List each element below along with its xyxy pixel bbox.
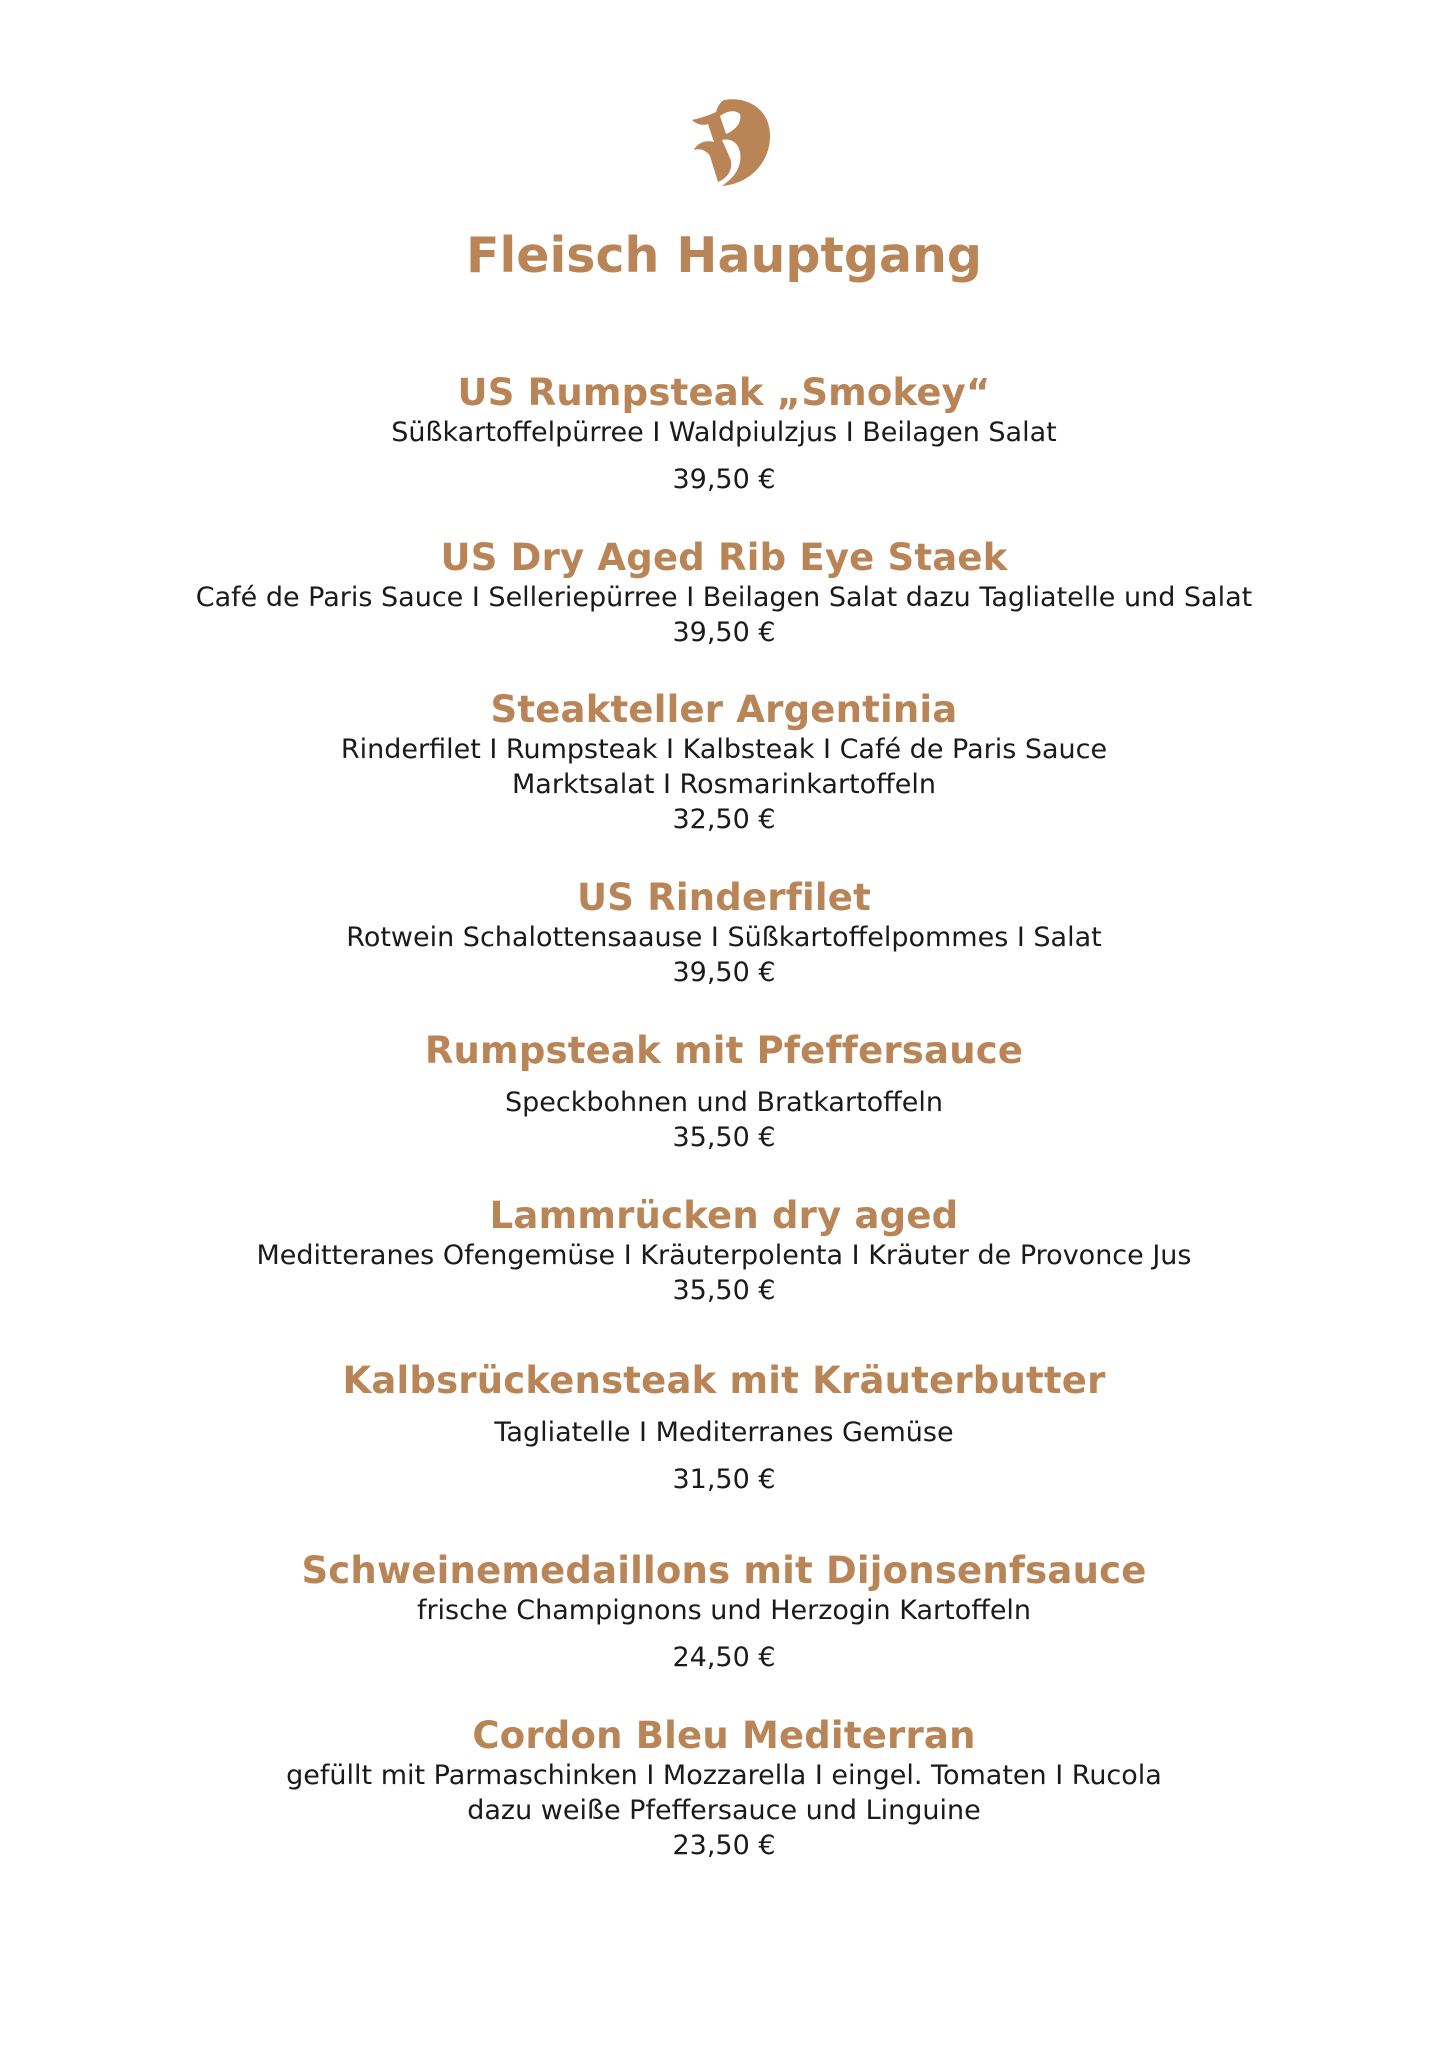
dish-name: Schweinemedaillons mit Dijonsenfsauce	[301, 1549, 1147, 1592]
dish-description: Marktsalat I Rosmarinkartoffeln	[512, 769, 936, 800]
menu-item	[0, 1714, 1448, 1863]
dish-description: Meditteranes Ofengemüse I Kräuterpolenta I Kräuter de Provonce Jus	[256, 1240, 1192, 1271]
dish-description: Rinderfilet I Rumpsteak I Kalbsteak I Café de Paris Sauce	[340, 734, 1108, 765]
dish-description: Rotwein Schalottensaause I Süßkartoffelpommes I Salat	[346, 922, 1102, 953]
dish-description: gefüllt mit Parmaschinken I Mozzarella I eingel. Tomaten I Rucola	[286, 1760, 1162, 1791]
dish-description: dazu weiße Pfeffersauce und Linguine	[467, 1795, 981, 1826]
dish-name: Kalbsrückensteak mit Kräuterbutter	[342, 1359, 1106, 1402]
dish-name: Rumpsteak mit Pfeffersauce	[424, 1029, 1024, 1072]
dish-description: frische Champignons und Herzogin Kartoffeln	[416, 1595, 1032, 1626]
dish-price: 39,50 €	[672, 957, 776, 988]
dish-name: Lammrücken dry aged	[489, 1194, 959, 1237]
dish-name: Cordon Bleu Mediterran	[472, 1714, 976, 1757]
dish-description: Speckbohnen und Bratkartoffeln	[505, 1087, 943, 1118]
dish-price: 24,50 €	[672, 1642, 776, 1673]
dish-price: 23,50 €	[672, 1830, 776, 1861]
dish-name: US Rumpsteak „Smokey“	[457, 371, 991, 414]
page-title: Fleisch Hauptgang	[465, 227, 982, 284]
dish-name: US Dry Aged Rib Eye Staek	[440, 536, 1008, 579]
dish-description: Süßkartoffelpürree I Waldpiulzjus I Beilagen Salat	[391, 417, 1057, 448]
menu-item	[0, 1194, 1448, 1308]
menu-item	[0, 1029, 1448, 1155]
r-monogram-icon	[684, 96, 772, 188]
dish-price: 32,50 €	[672, 804, 776, 835]
dish-price: 39,50 €	[672, 464, 776, 495]
dish-price: 31,50 €	[672, 1464, 776, 1495]
dish-price: 39,50 €	[672, 617, 776, 648]
menu-item	[0, 536, 1448, 650]
menu-item	[0, 688, 1448, 837]
dish-price: 35,50 €	[672, 1275, 776, 1306]
menu-item	[0, 1359, 1448, 1497]
dish-name: Steakteller Argentinia	[490, 688, 958, 731]
dish-description: Café de Paris Sauce I Selleriepürree I Beilagen Salat dazu Tagliatelle und Salat	[195, 582, 1253, 613]
dish-name: US Rinderfilet	[577, 876, 871, 919]
dish-price: 35,50 €	[672, 1122, 776, 1153]
menu-item	[0, 876, 1448, 990]
menu-item	[0, 1549, 1448, 1675]
menu-item	[0, 371, 1448, 497]
dish-description: Tagliatelle I Mediterranes Gemüse	[494, 1417, 954, 1448]
